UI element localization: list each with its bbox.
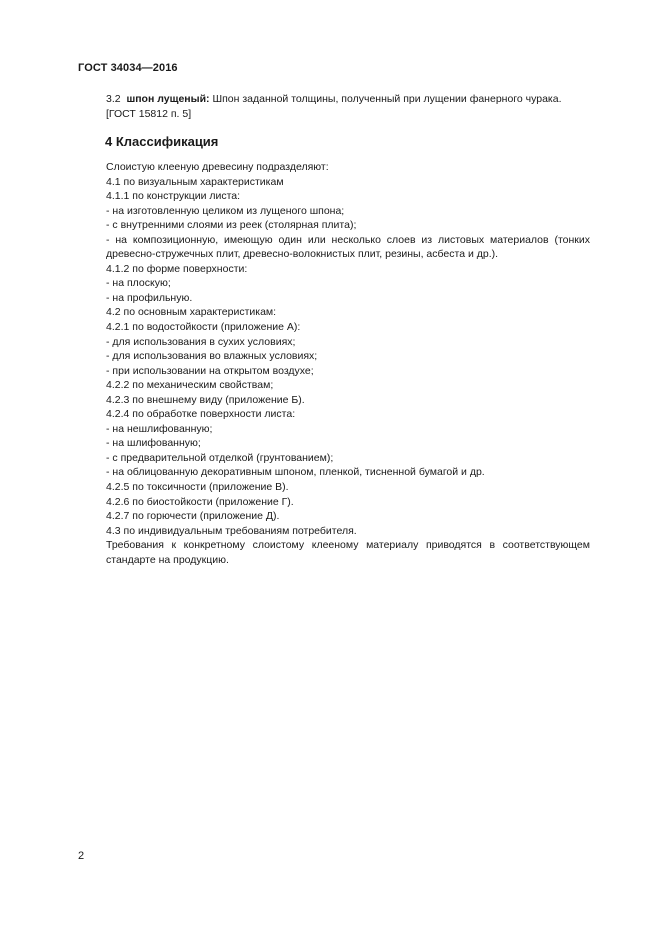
list-item: - на нешлифованную; [106, 422, 213, 435]
document-code-header: ГОСТ 34034—2016 [78, 62, 178, 74]
list-item: - для использования в сухих условиях; [106, 335, 296, 348]
list-item: - на композиционную, имеющую один или несколько слоев из листовых материалов (тонких древесно-стружечных плит, древесно-волокнистых плит, резины, асбеста и др.). [106, 233, 590, 261]
term-line [78, 92, 590, 107]
list-item: - на облицованную декоративным шпоном, пленкой, тисненной бумагой и др. [106, 466, 485, 479]
paragraph: 4.1.1 по конструкции листа: [106, 190, 241, 203]
term-definition [78, 92, 590, 121]
paragraph: 4.2.3 по внешнему виду (приложение Б). [106, 393, 305, 406]
term-name: шпон лущеный: [126, 93, 210, 105]
list-item: - на профильную. [106, 291, 193, 304]
paragraph: 4.2 по основным характеристикам: [106, 306, 277, 319]
list-item: - с предварительной отделкой (грунтованием); [106, 451, 334, 464]
page-number: 2 [78, 850, 85, 862]
paragraph: 4.2.1 по водостойкости (приложение А): [106, 321, 301, 334]
term-definition-text: Шпон заданной толщины, полученный при лущении фанерного чурака. [212, 93, 562, 105]
list-item: - для использования во влажных условиях; [106, 350, 318, 363]
paragraph: 4.2.2 по механическим свойствам; [106, 379, 274, 392]
term-number: 3.2 [106, 93, 121, 105]
paragraph: 4.2.4 по обработке поверхности листа: [106, 408, 296, 421]
paragraph: 4.1 по визуальным характеристикам [106, 175, 284, 188]
list-item: - на плоскую; [106, 277, 171, 290]
list-item: - на шлифованную; [106, 437, 201, 450]
paragraph: Требования к конкретному слоистому клееному материалу приводятся в соответствующем стандарте на продукцию. [106, 539, 590, 566]
section-body [78, 160, 590, 567]
term-reference: [ГОСТ 15812 п. 5] [106, 107, 192, 120]
list-item: - при использовании на открытом воздухе; [106, 364, 314, 377]
paragraph: Слоистую клееную древесину подразделяют: [106, 161, 329, 173]
list-item: - с внутренними слоями из реек (столярная плита); [106, 219, 357, 232]
paragraph: 4.2.7 по горючести (приложение Д). [106, 510, 280, 523]
paragraph: 4.2.6 по биостойкости (приложение Г). [106, 495, 294, 508]
section-title: 4 Классификация [105, 134, 219, 149]
paragraph: 4.1.2 по форме поверхности: [106, 262, 248, 275]
list-item: - на изготовленную целиком из лущеного шпона; [106, 204, 345, 217]
paragraph: 4.2.5 по токсичности (приложение В). [106, 481, 289, 494]
paragraph: 4.3 по индивидуальным требованиям потребителя. [106, 524, 357, 537]
